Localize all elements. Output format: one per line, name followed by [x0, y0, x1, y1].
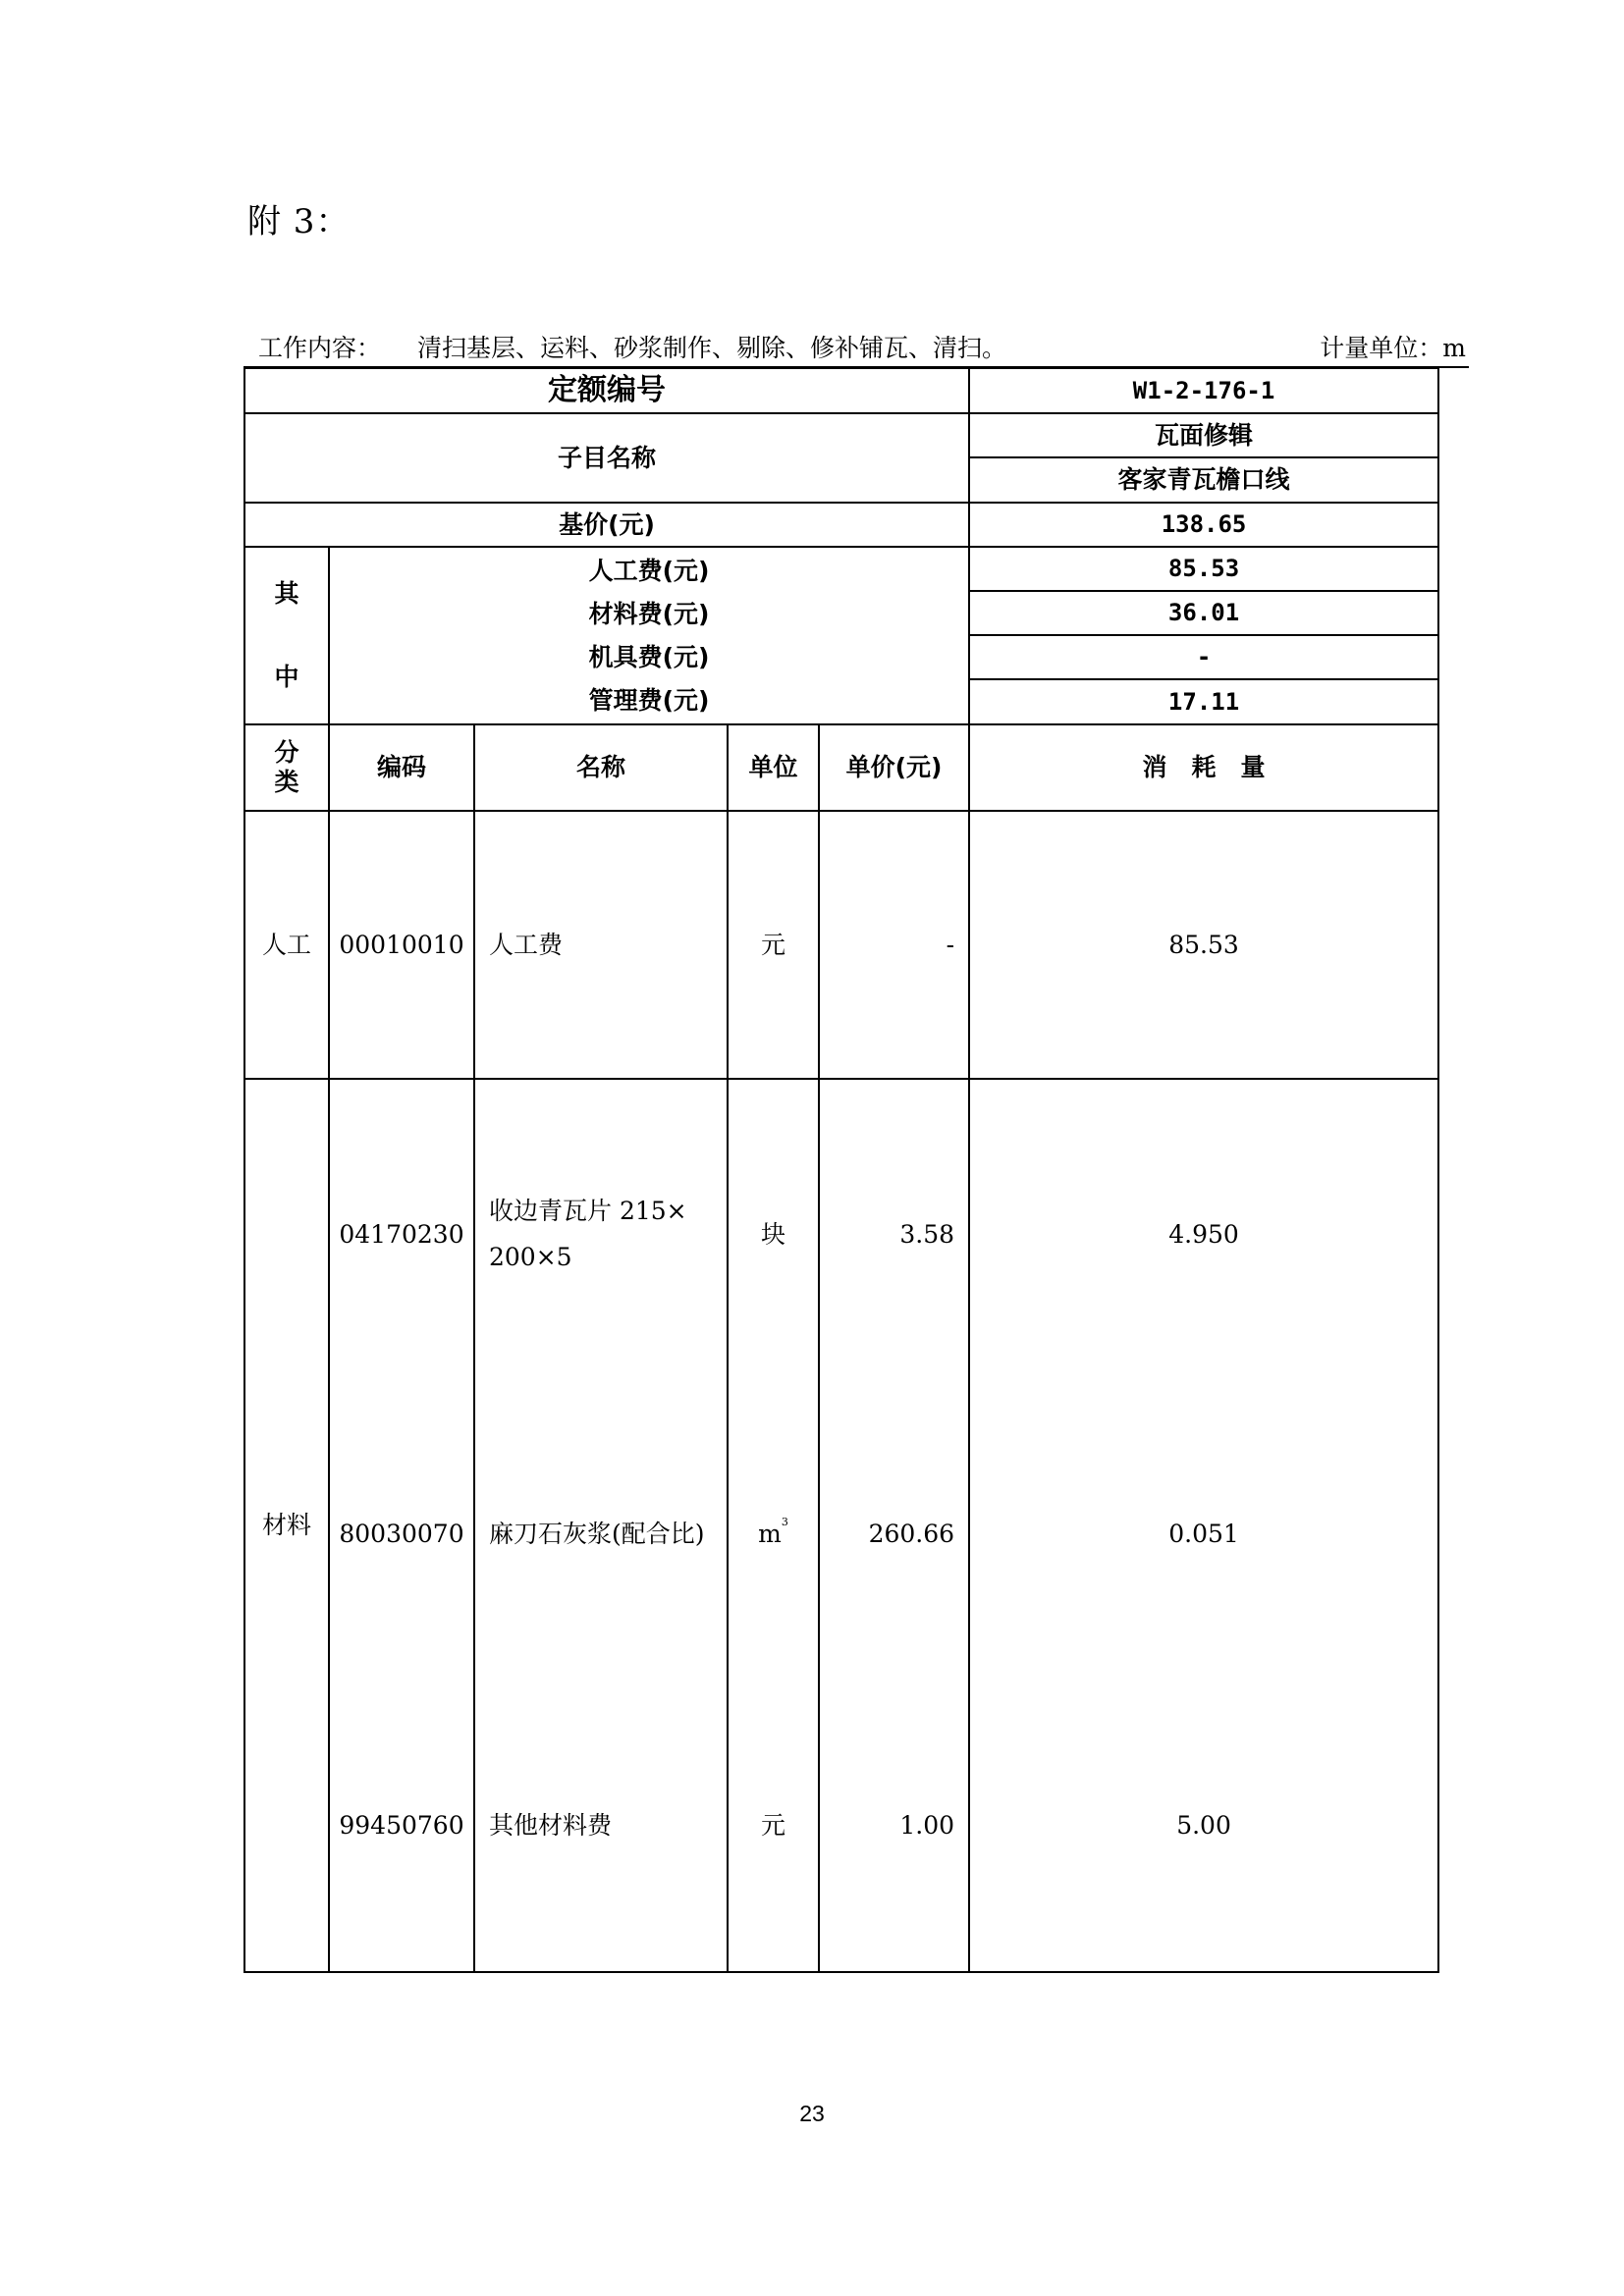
work-content-label: 工作内容：	[258, 334, 382, 362]
material-cost-value: 36.01	[969, 591, 1438, 635]
labor-category: 人工	[244, 811, 329, 1079]
row-name: 人工费	[474, 811, 728, 1079]
work-content-line	[258, 329, 1466, 364]
row-consumption: 4.950	[969, 1079, 1438, 1389]
row-name-line-1: 收边青瓦片 215×	[489, 1197, 687, 1226]
quota-code-value: W1-2-176-1	[969, 368, 1438, 413]
cost-breakdown-labels	[329, 547, 969, 724]
header-category	[244, 724, 329, 811]
row-unit-price: -	[819, 811, 969, 1079]
table-row	[244, 1079, 1438, 1389]
header-code: 编码	[329, 724, 474, 811]
row-code: 99450760	[329, 1680, 474, 1972]
table-row	[244, 1680, 1438, 1972]
row-consumption: 85.53	[969, 811, 1438, 1079]
row-consumption: 0.051	[969, 1389, 1438, 1680]
row-name-line-2: 200×5	[489, 1242, 572, 1271]
page-number: 23	[799, 2101, 825, 2126]
base-price-label: 基价(元)	[244, 503, 969, 547]
quota-table	[244, 367, 1439, 1973]
of-which-char-1: 其	[274, 579, 299, 608]
item-name-line-2: 客家青瓦檐口线	[969, 457, 1438, 503]
labor-cost-label: 人工费(元)	[588, 556, 710, 585]
item-name-line-1: 瓦面修辑	[969, 413, 1438, 457]
row-unit-price: 3.58	[819, 1079, 969, 1389]
header-category-char-2: 类	[274, 768, 299, 796]
row-name: 其他材料费	[474, 1680, 728, 1972]
row-unit-price: 1.00	[819, 1680, 969, 1972]
row-name: 麻刀石灰浆(配合比)	[474, 1389, 728, 1680]
material-cost-label: 材料费(元)	[588, 599, 710, 628]
mgmt-cost-label: 管理费(元)	[588, 685, 710, 715]
item-name-label: 子目名称	[244, 413, 969, 503]
row-code: 80030070	[329, 1389, 474, 1680]
machine-cost-value: -	[969, 635, 1438, 679]
row-unit: 块	[728, 1079, 819, 1389]
labor-cost-value: 85.53	[969, 547, 1438, 591]
header-name: 名称	[474, 724, 728, 811]
base-price-value: 138.65	[969, 503, 1438, 547]
row-unit-superscript: 3	[781, 1516, 788, 1528]
of-which-char-2: 中	[274, 663, 299, 691]
row-unit	[728, 1389, 819, 1680]
row-code: 00010010	[329, 811, 474, 1079]
row-name	[474, 1079, 728, 1389]
header-unit-price: 单价(元)	[819, 724, 969, 811]
row-unit-base: m	[758, 1520, 782, 1548]
table-row	[244, 811, 1438, 1079]
table-row	[244, 1389, 1438, 1680]
row-code: 04170230	[329, 1079, 474, 1389]
mgmt-cost-value: 17.11	[969, 679, 1438, 724]
quota-code-label: 定额编号	[244, 368, 969, 413]
row-unit: 元	[728, 1680, 819, 1972]
of-which-cell	[244, 547, 329, 724]
row-unit: 元	[728, 811, 819, 1079]
machine-cost-label: 机具费(元)	[588, 642, 710, 671]
measure-unit: 计量单位：m	[1320, 334, 1466, 362]
row-unit-price: 260.66	[819, 1389, 969, 1680]
row-consumption: 5.00	[969, 1680, 1438, 1972]
header-unit: 单位	[728, 724, 819, 811]
appendix-heading: 附 3：	[247, 202, 351, 241]
work-content-text: 清扫基层、运料、砂浆制作、剔除、修补铺瓦、清扫。	[417, 334, 1007, 362]
material-category: 材料	[244, 1079, 329, 1972]
header-category-char-1: 分	[274, 738, 299, 767]
header-consumption: 消 耗 量	[969, 724, 1438, 811]
